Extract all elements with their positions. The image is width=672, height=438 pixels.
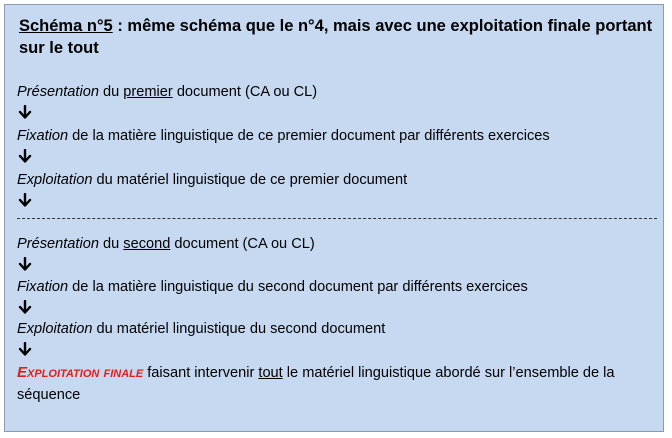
step-fixation-1: [17, 127, 657, 145]
down-arrow-icon: [18, 105, 32, 119]
schema-title-label: Schéma n°5: [19, 17, 113, 35]
step-exploitation-2: [17, 320, 657, 338]
down-arrow-icon: [18, 300, 32, 314]
step-fixation-2: [17, 278, 657, 296]
step-exploitation-1: [17, 171, 657, 189]
step-keyword: Fixation: [17, 128, 69, 144]
schema-title-text: : même schéma que le n°4, mais avec une exploitation finale portant sur le tout: [19, 17, 653, 57]
down-arrow-icon: [18, 149, 32, 163]
step-presentation-2: [17, 235, 657, 253]
step-text: de la matière linguistique du second document par différents exercices: [68, 279, 528, 295]
step-keyword: Exploitation: [17, 172, 93, 188]
step-exploitation-finale: [17, 362, 657, 406]
schema-box: [4, 4, 664, 432]
schema-title: [19, 15, 659, 59]
step-text: document (CA ou CL): [172, 84, 318, 100]
step-text: du: [98, 84, 124, 100]
down-arrow-icon: [18, 342, 32, 356]
step-text: du: [98, 236, 124, 252]
down-arrow-icon: [18, 193, 32, 207]
step-text: du matériel linguistique du second document: [92, 321, 386, 337]
document-ordinal: second: [123, 236, 171, 252]
dashed-separator: [17, 218, 657, 219]
final-exploitation-tag: Exploitation finale: [17, 364, 144, 381]
step-text: de la matière linguistique de ce premier document par différents exercices: [68, 128, 550, 144]
step-text: faisant intervenir: [143, 365, 259, 381]
down-arrow-icon: [18, 257, 32, 271]
step-presentation-1: [17, 83, 657, 101]
step-text: du matériel linguistique de ce premier document: [92, 172, 408, 188]
step-text: le matériel linguistique abordé sur l’ensemble de la séquence: [17, 365, 615, 403]
step-keyword: Fixation: [17, 279, 69, 295]
document-ordinal: premier: [123, 84, 173, 100]
step-keyword: Exploitation: [17, 321, 93, 337]
step-keyword: Présentation: [17, 84, 99, 100]
final-key-word: tout: [258, 365, 283, 381]
step-text: document (CA ou CL): [170, 236, 315, 252]
step-keyword: Présentation: [17, 236, 99, 252]
